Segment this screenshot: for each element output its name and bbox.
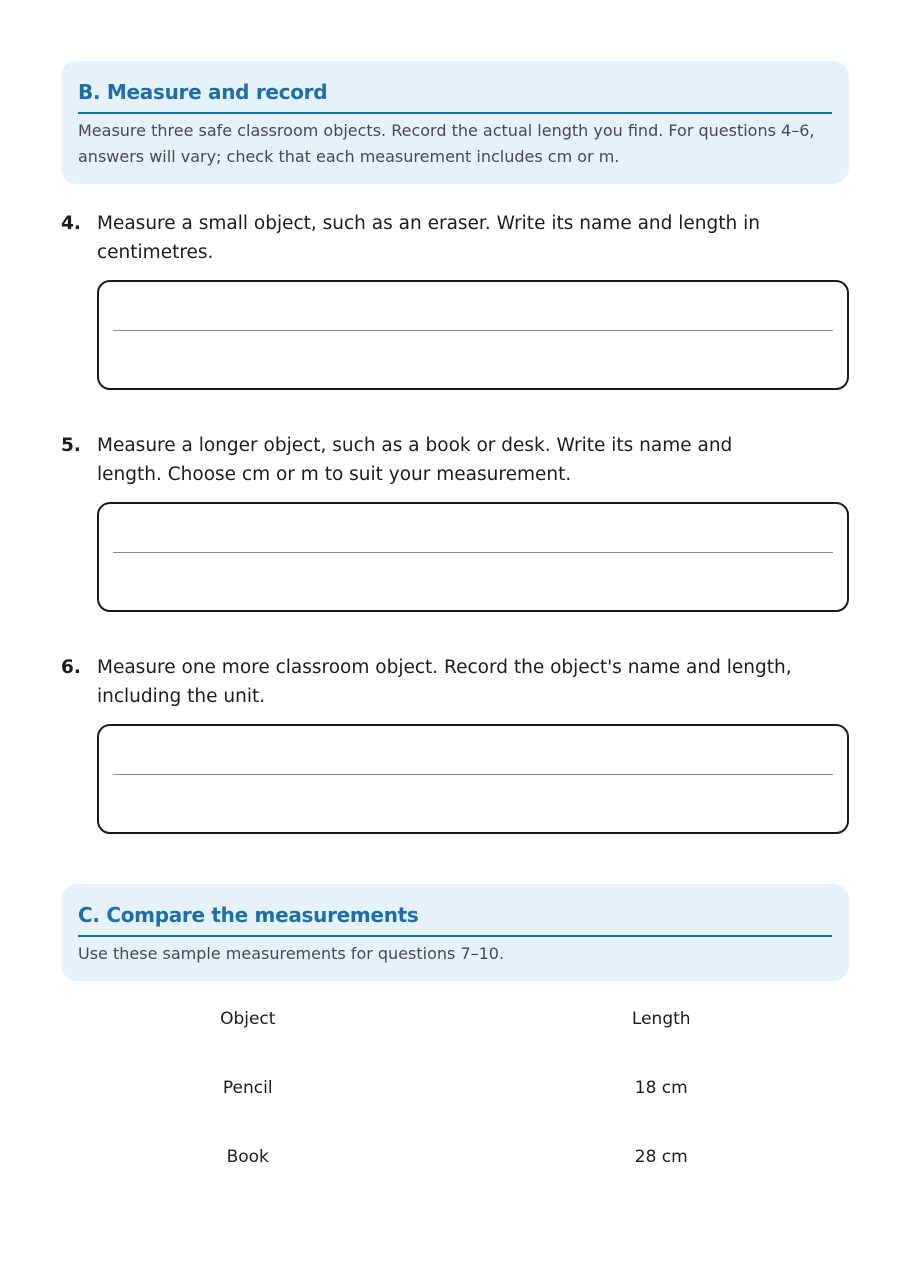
table-header-row [41, 1000, 868, 1069]
question-number: 6. [61, 657, 81, 678]
question-number: 4. [61, 213, 81, 234]
answer-line [113, 552, 833, 553]
question-text: Measure a longer object, such as a book or desk. Write its name and length. Choose cm or m to suit your measurement. [97, 435, 733, 485]
answer-box-6[interactable] [97, 724, 849, 834]
length-cell: 18 cm [634, 1078, 688, 1098]
answer-box-5[interactable] [97, 502, 849, 612]
answer-line [113, 774, 833, 775]
column-header-object: Object [220, 1009, 276, 1029]
question-text: Measure one more classroom object. Record the object's name and length, including the unit. [97, 657, 792, 707]
question-number: 5. [61, 435, 81, 456]
section-c-instructions: Use these sample measurements for questions 7–10. [78, 944, 505, 963]
measurements-table [41, 1000, 868, 1207]
answer-box-4[interactable] [97, 280, 849, 390]
answer-line [113, 330, 833, 331]
question-4 [61, 209, 849, 267]
section-c-title: C. Compare the measurements [78, 884, 832, 937]
column-header-length: Length [631, 1009, 691, 1029]
table-row [41, 1138, 868, 1207]
section-b-panel [61, 61, 849, 184]
table-row [41, 1069, 868, 1138]
object-cell: Pencil [222, 1078, 273, 1098]
section-c-panel [61, 884, 849, 981]
question-5 [61, 431, 849, 489]
question-text: Measure a small object, such as an eraser. Write its name and length in centimetres. [97, 213, 760, 263]
object-cell: Book [226, 1147, 269, 1167]
section-b-instructions: Measure three safe classroom objects. Record the actual length you find. For questions 4–6, answers will vary; check that each measurement includes cm or m. [78, 121, 815, 166]
length-cell: 28 cm [634, 1147, 688, 1167]
question-6 [61, 653, 849, 711]
section-b-title: B. Measure and record [78, 61, 832, 114]
